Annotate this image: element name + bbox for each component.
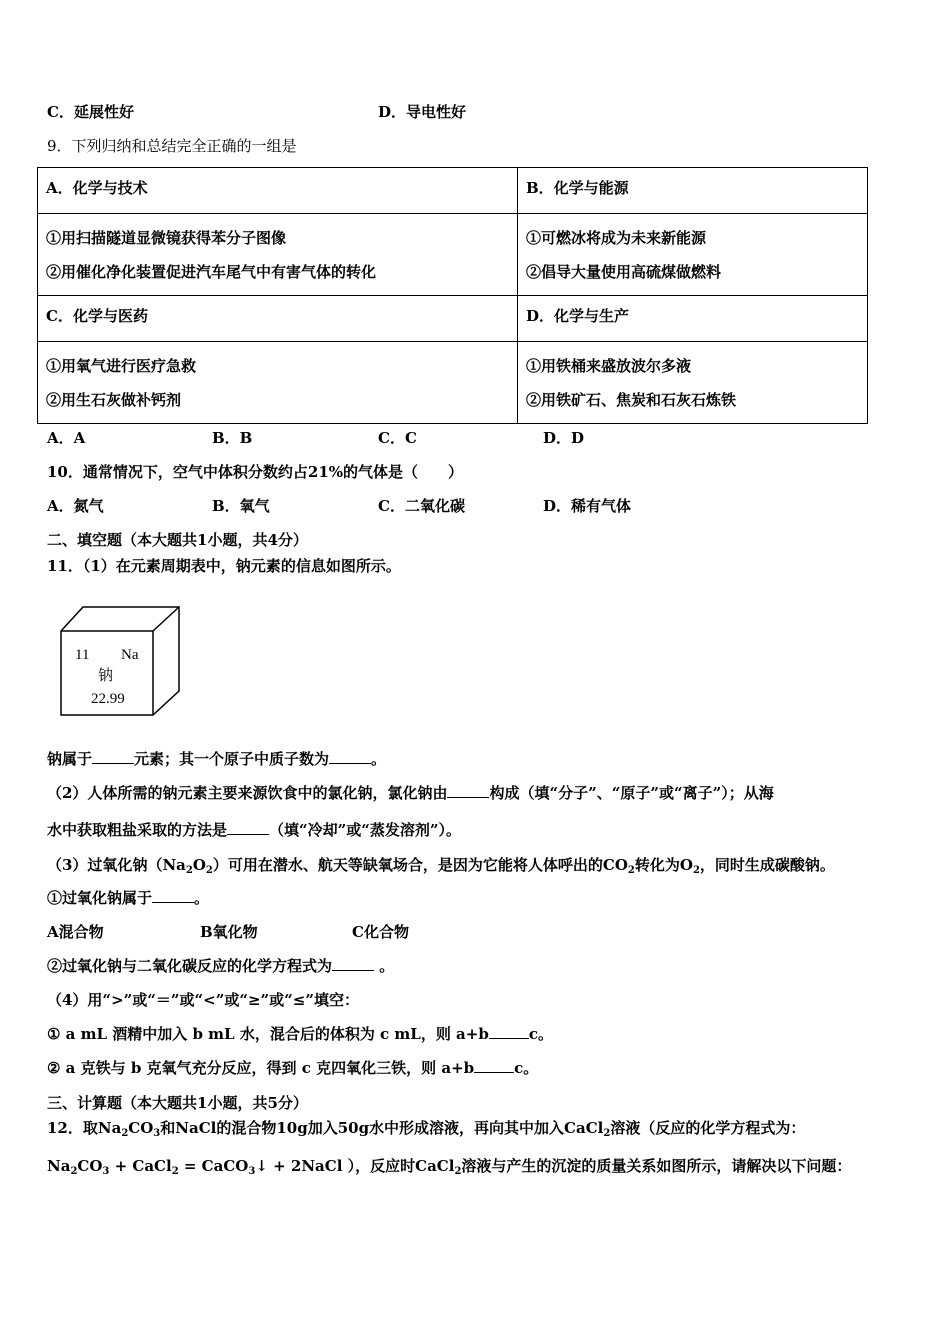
- q9-c-items: [38, 342, 518, 424]
- q9-b-title: B．化学与能源: [518, 168, 868, 214]
- q9-a-item-1: ①用扫描隧道显微镜获得苯分子图像: [46, 229, 287, 247]
- q9-d-item-2: ②用铁矿石、焦炭和石灰石炼铁: [526, 391, 737, 409]
- q10-option-d: D．稀有气体: [543, 497, 632, 515]
- q9-option-d: D．D: [543, 429, 585, 447]
- answer-blank[interactable]: [332, 956, 374, 971]
- q11-p3-option-b: B氧化物: [200, 923, 258, 941]
- answer-blank[interactable]: [489, 1024, 529, 1039]
- q11-p3-text-d: 转化为O: [634, 856, 693, 874]
- q11-p4-q2-text-b: c。: [514, 1059, 539, 1077]
- q9-stem: 9．下列归纳和总结完全正确的一组是: [47, 137, 297, 155]
- q11-p3-text-a: （3）过氧化钠（Na: [47, 856, 186, 874]
- q11-p3-text-e: ，同时生成碳酸钠。: [699, 856, 835, 874]
- sodium-element-cube-figure: [55, 603, 185, 721]
- subscript: 2: [627, 865, 635, 876]
- section3-heading: 三、计算题（本大题共1小题，共5分）: [47, 1094, 308, 1112]
- q11-p1-text-b: 元素；其一个原子中质子数为: [134, 750, 330, 768]
- subscript: 2: [121, 1128, 129, 1139]
- q11-part3-q1: [47, 888, 209, 908]
- q11-p1-text-a: 钠属于: [47, 750, 93, 768]
- subscript: 2: [171, 1166, 179, 1177]
- q11-part4: （4）用“>”或“＝”或“<”或“≥”或“≤”填空：: [47, 991, 359, 1009]
- q11-p3-option-a: A混合物: [47, 923, 104, 941]
- q9-c-item-2: ②用生石灰做补钙剂: [46, 391, 182, 409]
- answer-blank[interactable]: [227, 820, 269, 835]
- q11-part1: [47, 749, 386, 769]
- q9-option-a: A．A: [47, 429, 86, 447]
- q8-option-c: C．延展性好: [47, 103, 134, 121]
- q9-option-c: C．C: [378, 429, 417, 447]
- q12-l2-text-f: 溶液与产生的沉淀的质量关系如图所示，请解决以下问题：: [461, 1157, 852, 1175]
- q9-a-items: [38, 214, 518, 296]
- answer-blank[interactable]: [92, 749, 134, 764]
- q11-p4-q1-text-b: c。: [528, 1025, 553, 1043]
- section2-heading: 二、填空题（本大题共1小题，共4分）: [47, 531, 308, 549]
- q11-part2-line1: [47, 783, 774, 803]
- q11-part2-line2: [47, 820, 461, 840]
- answer-blank[interactable]: [474, 1058, 514, 1073]
- element-name: 钠: [98, 666, 114, 684]
- subscript: 3: [102, 1166, 110, 1177]
- q8-option-d: D．导电性好: [378, 103, 467, 121]
- q9-d-title: D．化学与生产: [518, 296, 868, 342]
- q10-option-a: A．氮气: [47, 497, 104, 515]
- q12-line2: [47, 1156, 851, 1176]
- subscript: 2: [454, 1166, 462, 1177]
- q11-p1-text-c: 。: [371, 750, 387, 768]
- q12-l2-text-a: Na: [47, 1157, 71, 1175]
- q11-p2-text-c: 水中获取粗盐采取的方法是: [47, 821, 228, 839]
- element-mass: 22.99: [91, 691, 125, 707]
- q11-p3-q1-text-b: 。: [194, 889, 210, 907]
- q12-l2-text-b: CO: [77, 1157, 103, 1175]
- subscript: 2: [185, 865, 193, 876]
- q11-p3-q2-text-b: 。: [374, 957, 395, 975]
- q10-option-c: C．二氧化碳: [378, 497, 465, 515]
- q11-part3-q2: [47, 956, 394, 976]
- q12-l1-text-c: 和NaCl的混合物10g加入50g水中形成溶液，再向其中加入CaCl: [160, 1119, 604, 1137]
- subscript: 2: [205, 865, 213, 876]
- q11-p3-option-c: C化合物: [352, 923, 409, 941]
- q11-p4-q1-text-a: ① a mL 酒精中加入 b mL 水，混合后的体积为 c mL，则 a+b: [47, 1025, 489, 1043]
- subscript: 3: [153, 1128, 161, 1139]
- q11-p3-text-c: ）可用在潜水、航天等缺氧场合，是因为它能将人体呼出的CO: [212, 856, 628, 874]
- q9-a-title: A．化学与技术: [38, 168, 518, 214]
- q12-l2-text-c: + CaCl: [109, 1157, 172, 1175]
- subscript: 2: [603, 1128, 611, 1139]
- q12-l1-text-d: 溶液（反应的化学方程式为：: [610, 1119, 806, 1137]
- q10-stem: 10．通常情况下，空气中体积分数约占21%的气体是（ ）: [47, 463, 464, 481]
- answer-blank[interactable]: [152, 888, 194, 903]
- q11-intro: 11．（1）在元素周期表中，钠元素的信息如图所示。: [47, 557, 401, 575]
- q11-p3-q2-text-a: ②过氧化钠与二氧化碳反应的化学方程式为: [47, 957, 333, 975]
- answer-blank[interactable]: [329, 749, 371, 764]
- q11-part4-q1: [47, 1024, 553, 1044]
- q9-c-item-1: ①用氧气进行医疗急救: [46, 357, 197, 375]
- q9-b-item-1: ①可燃冰将成为未来新能源: [526, 229, 707, 247]
- q10-option-b: B．氧气: [212, 497, 270, 515]
- q12-l1-text-a: 12．取Na: [47, 1119, 122, 1137]
- q11-p4-q2-text-a: ② a 克铁与 b 克氧气充分反应，得到 c 克四氧化三铁，则 a+b: [47, 1059, 475, 1077]
- q11-p3-text-b: O: [192, 856, 206, 874]
- subscript: 3: [248, 1166, 256, 1177]
- q11-p2-text-b: 构成（填“分子”、“原子”或“离子”）；从海: [489, 784, 774, 802]
- answer-blank[interactable]: [447, 783, 489, 798]
- q9-a-item-2: ②用催化净化装置促进汽车尾气中有害气体的转化: [46, 263, 377, 281]
- subscript: 2: [692, 865, 700, 876]
- q12-line1: [47, 1118, 805, 1138]
- q9-b-item-2: ②倡导大量使用高硫煤做燃料: [526, 263, 722, 281]
- q11-part3-line: [47, 855, 835, 875]
- q9-b-items: [518, 214, 868, 296]
- subscript: 2: [70, 1166, 78, 1177]
- element-symbol: Na: [121, 647, 139, 663]
- q9-c-title: C．化学与医药: [38, 296, 518, 342]
- q11-part4-q2: [47, 1058, 538, 1078]
- q12-l2-text-d: = CaCO: [178, 1157, 249, 1175]
- q9-table: [37, 167, 868, 424]
- element-number: 11: [75, 647, 90, 663]
- q11-p2-text-d: （填“冷却”或“蒸发溶剂”）。: [269, 821, 462, 839]
- q11-p3-q1-text-a: ①过氧化钠属于: [47, 889, 153, 907]
- q9-d-item-1: ①用铁桶来盛放波尔多液: [526, 357, 692, 375]
- q9-option-b: B．B: [212, 429, 253, 447]
- q11-p2-text-a: （2）人体所需的钠元素主要来源饮食中的氯化钠，氯化钠由: [47, 784, 448, 802]
- q9-d-items: [518, 342, 868, 424]
- q12-l2-text-e: ↓ + 2NaCl ），反应时CaCl: [255, 1157, 455, 1175]
- q12-l1-text-b: CO: [128, 1119, 154, 1137]
